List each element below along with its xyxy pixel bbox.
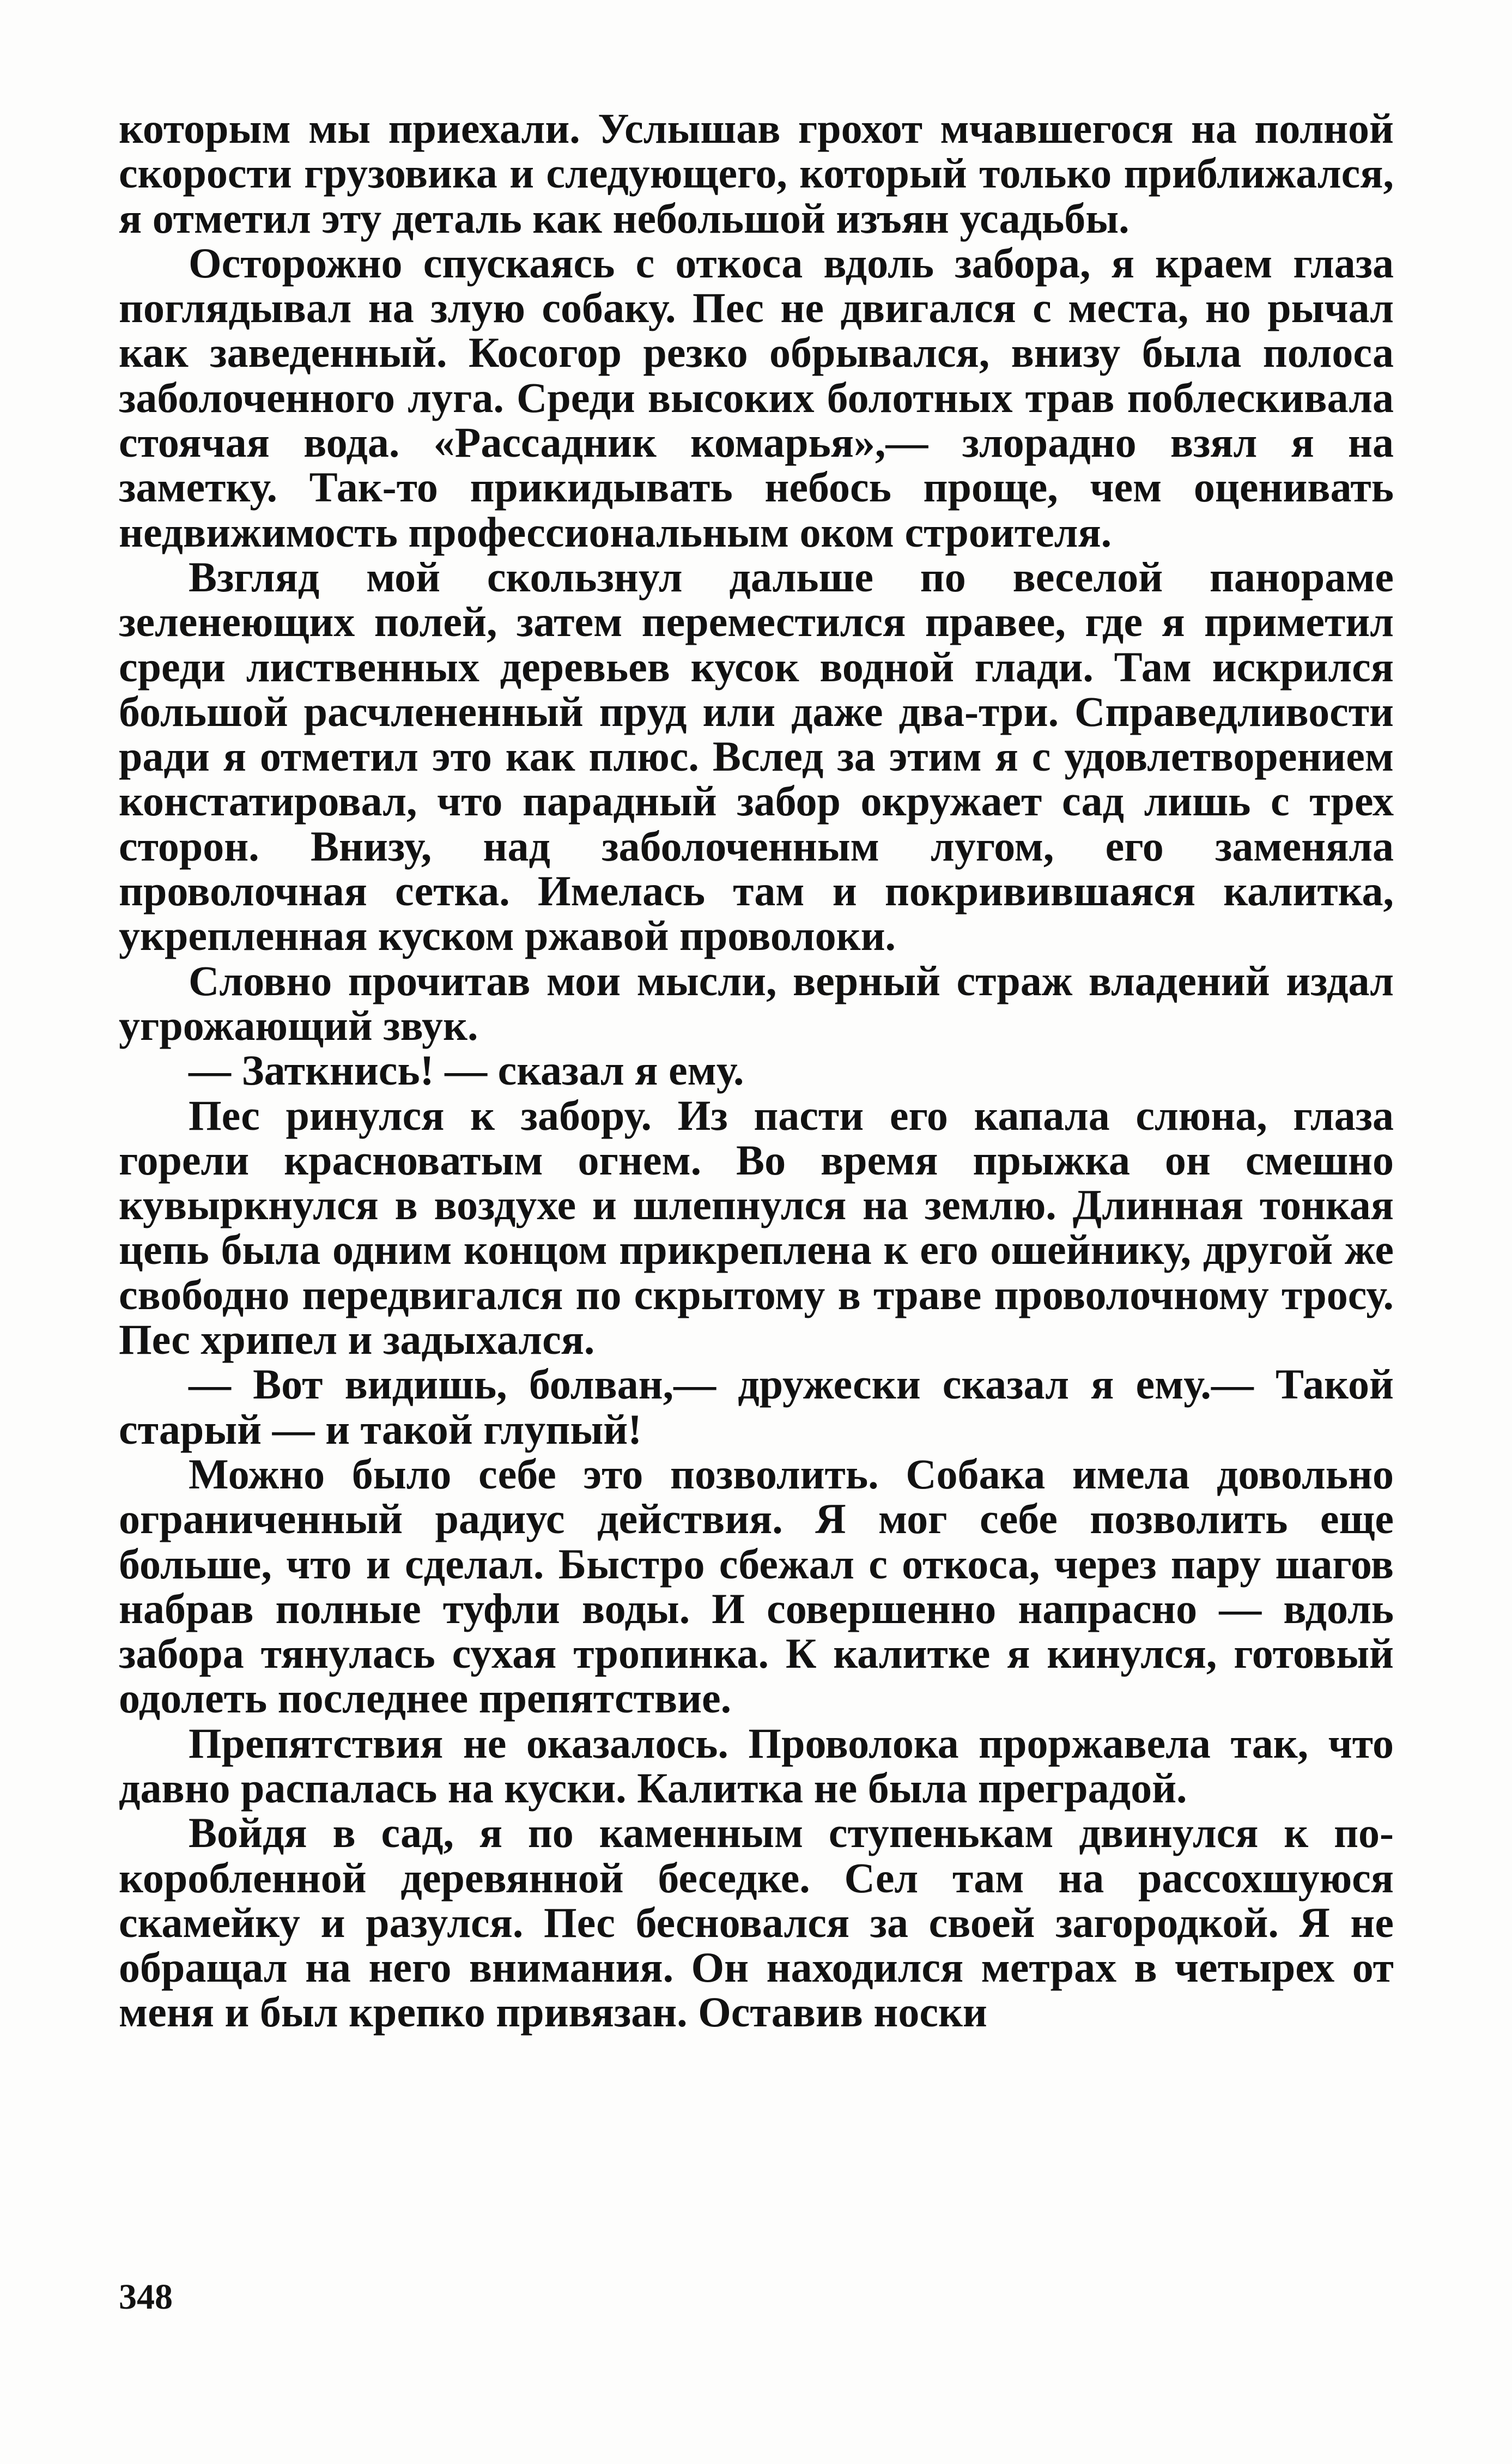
body-text (119, 106, 1394, 2035)
paragraph-3: Взгляд мой скользнул дальше по веселой панораме зеленеющих полей, затем переместился правее, где я приметил среди лиственных деревьев кусок водной глади. Там искрился большой расчлененный пруд или даже два-три. Справедливости ради я отметил это как плюс. Вслед за этим я с удовлетворением констатировал, что парадный забор окружает сад лишь с трех сторон. Внизу, над заболоченным лугом, его заменяла проволочная сетка. Имелась там и покривившаяся калитка, укрепленная куском ржавой проволоки. (119, 553, 1394, 960)
paragraph-2: Осторожно спускаясь с откоса вдоль забора, я краем глаза поглядывал на злую собаку. Пес не двигался с места, но рычал как заведенный. Косогор резко обрывался, внизу была полоса заболоченного луга. Среди высоких болотных трав поблескивала стоячая вода. «Рассадник комарья»,— злорадно взял я на заметку. Так-то прикидывать небось проще, чем оценивать недвижимость профессиональным оком строителя. (119, 239, 1394, 556)
page-number: 348 (119, 2277, 173, 2317)
paragraph-9: Препятствия не оказалось. Проволока проржавела так, что давно распалась на куски. Калитка не была преградой. (119, 1719, 1394, 1812)
paragraph-6: Пес ринулся к забору. Из пасти его капала слюна, глаза горели красноватым огнем. Во время прыжка он смешно кувыркнулся в воздухе и шлепнулся на землю. Длинная тонкая цепь была одним концом прикреплена к его ошейнику, другой же свободно передвигался по скрытому в траве проволочному тросу. Пес хрипел и задыхался. (119, 1091, 1394, 1364)
paragraph-8: Можно было себе это позволить. Собака имела довольно ограниченный радиус действия. Я мог себе позволить еще больше, что и сделал. Быстро сбежал с откоса, через пару шагов набрав полные туфли воды. И совершенно напрасно — вдоль забора тянулась сухая тропинка. К калитке я кинулся, готовый одолеть последнее препятствие. (119, 1450, 1394, 1722)
paragraph-7: — Вот видишь, болван,— дружески сказал я ему.— Такой старый — и такой глупый! (119, 1360, 1394, 1453)
paragraph-10: Войдя в сад, я по каменным ступенькам двинулся к покоробленной деревянной беседке. Сел там на рассохшуюся скамейку и разулся. Пес бесновался за своей загородкой. Я не обращал на него внимания. Он находился метрах в четырех от меня и был крепко привязан. Оставив носки (119, 1809, 1394, 2036)
paragraph-5: — Заткнись! — сказал я ему. (189, 1046, 744, 1094)
paragraph-4: Словно прочитав мои мысли, верный страж владений издал угрожающий звук. (119, 956, 1394, 1049)
paragraph-1: которым мы приехали. Услышав грохот мчавшегося на полной скорости грузовика и следующего, который только приближался, я отметил эту деталь как небольшой изъян усадьбы. (119, 105, 1394, 242)
